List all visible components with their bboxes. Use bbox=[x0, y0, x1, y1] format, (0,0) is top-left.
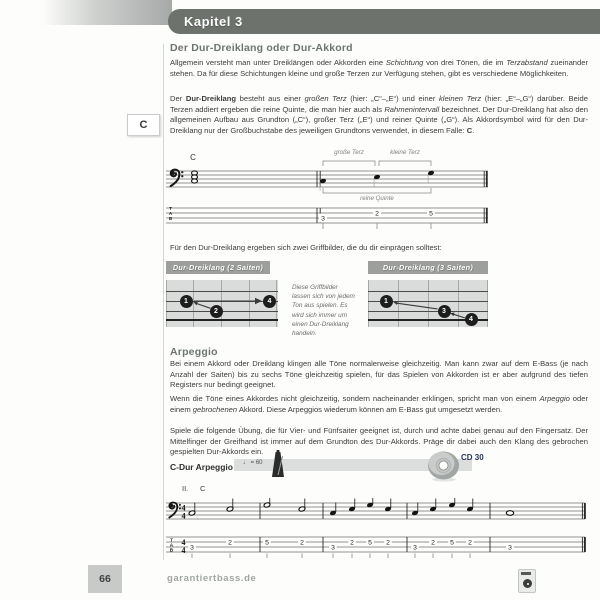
website-text: garantiertbass.de bbox=[167, 573, 257, 584]
svg-text:B: B bbox=[169, 547, 174, 553]
cd-icon bbox=[426, 450, 462, 482]
metronome-icon bbox=[268, 449, 288, 479]
tab-time-sig-top: 4 bbox=[181, 537, 186, 547]
paragraph-arpeggio-3: Spiele die folgende Übung, die für Vier- und Fünfsaiter geeignet ist, durch und achte dabei genau auf den Fingersatz. Der Mittelfinger der Greifhand ist immer auf dem Grundton des Dur-Akkords. Präge dir dabei auch den Klang des gebrochen gespielten Dur-Akkords ein. bbox=[170, 426, 588, 457]
exercise-title: C-Dur Arpeggio bbox=[170, 462, 233, 472]
quarter-notes bbox=[329, 502, 473, 516]
tempo-marking: ♩ = 60 bbox=[243, 460, 263, 466]
tab-number: 5 bbox=[429, 210, 433, 218]
tab-number: 2 bbox=[386, 539, 390, 547]
tab-number: 2 bbox=[228, 539, 232, 547]
time-sig-top: 4 bbox=[181, 503, 186, 513]
fretboard-diagram-left bbox=[166, 280, 278, 327]
note-heads bbox=[319, 170, 434, 184]
chord-label-example1: C bbox=[190, 153, 196, 162]
paragraph-triad-2: Der Dur-Dreiklang besteht aus einer großen Terz (hier: „C“–„E“) und einer kleinen Terz (hier: „E“–„G“) darüber. Beide Terzen addiert ergeben die reine Quinte, die man hier auch als Rahmenintervall bezeichnet. Der Dur-Dreiklang hat also den allgemeinen Aufbau aus Grundton („C“), großer Terz („E“) und reiner Quinte („G“). Als Akkordsymbol wird für den Dur-Dreiklang nur der Großbuchstabe des jeweiligen Grundtons verwendet, in diesem Falle: C. bbox=[170, 94, 588, 136]
paragraph-arpeggio-1: Bei einem Akkord oder Dreiklang klingen alle Töne normalerweise gleichzeitig. Man kann zwar auf dem E-Bass (je nach Anzahl der Saiten) bis zu sechs Töne gleichzeitig spielen, für das Spielen von Akkorden ist er aber aufgrund des tiefen Registers nur bedingt geeignet. bbox=[170, 359, 588, 390]
publisher-logo bbox=[518, 569, 536, 593]
chord-stack bbox=[192, 171, 198, 183]
chord-label-example2: C bbox=[200, 484, 206, 493]
notation-system-2 bbox=[164, 498, 588, 560]
tab-number: 2 bbox=[375, 210, 379, 218]
svg-text:A: A bbox=[169, 542, 174, 548]
paragraph-triad-1: Allgemein versteht man unter Dreiklängen oder Akkorden eine Schichtung von drei Tönen, die im Terzabstand zueinander stehen. Da für diese Schichtungen kleine und große Terzen zur Verfügung stehen, gibt es verschiedene Möglichkeiten. bbox=[170, 58, 589, 78]
finger-circle: 3 bbox=[438, 305, 451, 318]
tab-number: 2 bbox=[300, 539, 304, 547]
tab-number: 3 bbox=[508, 544, 512, 552]
page-number: 66 bbox=[88, 565, 122, 593]
side-tab-label: C bbox=[139, 119, 148, 131]
scan-shadow bbox=[42, 0, 172, 25]
tab-number: 2 bbox=[468, 539, 472, 547]
section-title-arpeggio: Arpeggio bbox=[170, 346, 218, 358]
banner-grip-3-strings: Dur-Dreiklang (3 Saiten) bbox=[368, 261, 488, 274]
content-rule bbox=[163, 44, 164, 560]
label-major-third: große Terz bbox=[334, 149, 364, 156]
tab-number: 5 bbox=[368, 539, 372, 547]
tab-number: 3 bbox=[190, 544, 194, 552]
tab-number: 5 bbox=[450, 539, 454, 547]
finger-circle: 2 bbox=[210, 305, 223, 318]
banner-grip-2-strings: Dur-Dreiklang (2 Saiten) bbox=[166, 261, 270, 274]
tab-clef-1: T A B bbox=[168, 206, 173, 222]
paragraph-arpeggio-2: Wenn die Töne eines Akkordes nicht gleichzeitig, sondern nacheinander erklingen, spricht man von einem Arpeggio oder einem gebrochenen Akkord. Diese Arpeggios wiederum können am E-Bass gut umgesetzt werden. bbox=[170, 394, 588, 414]
fretboard-diagram-right bbox=[368, 280, 488, 327]
finger-circle: 1 bbox=[380, 295, 393, 308]
finger-circle: 4 bbox=[465, 313, 478, 326]
tab-time-sig-bottom: 4 bbox=[181, 546, 186, 556]
tab-number: 5 bbox=[265, 539, 269, 547]
tab-number: 3 bbox=[321, 215, 325, 223]
finger-circle: 4 bbox=[263, 295, 276, 308]
finger-circle: 1 bbox=[180, 295, 193, 308]
label-minor-third: kleine Terz bbox=[390, 149, 420, 156]
label-perfect-fifth: reine Quinte bbox=[360, 195, 394, 202]
bass-clef-icon bbox=[171, 170, 184, 187]
tab-number: 3 bbox=[331, 544, 335, 552]
paragraph-triad-3: Für den Dur-Dreiklang ergeben sich zwei Griffbilder, die du dir einprägen solltest: bbox=[170, 243, 442, 252]
section-title-triad: Der Dur-Dreiklang oder Dur-Akkord bbox=[170, 42, 353, 54]
time-sig-bottom: 4 bbox=[181, 511, 186, 521]
side-tab bbox=[127, 114, 160, 136]
chapter-title: Kapitel 3 bbox=[184, 14, 243, 29]
notation-system-1 bbox=[166, 152, 490, 236]
tab-number: 2 bbox=[431, 539, 435, 547]
grip-side-note: Diese Griffbilder lassen sich von jedem Ton aus spielen. Es wird sich immer um einen Dur-Dreiklang handeln. bbox=[292, 284, 355, 338]
cd-track-label: CD 30 bbox=[461, 453, 484, 462]
tab-number: 2 bbox=[350, 539, 354, 547]
svg-text:T: T bbox=[170, 537, 173, 543]
tab-number: 3 bbox=[413, 544, 417, 552]
chapter-bar bbox=[168, 9, 600, 34]
position-label: II. bbox=[182, 484, 189, 493]
